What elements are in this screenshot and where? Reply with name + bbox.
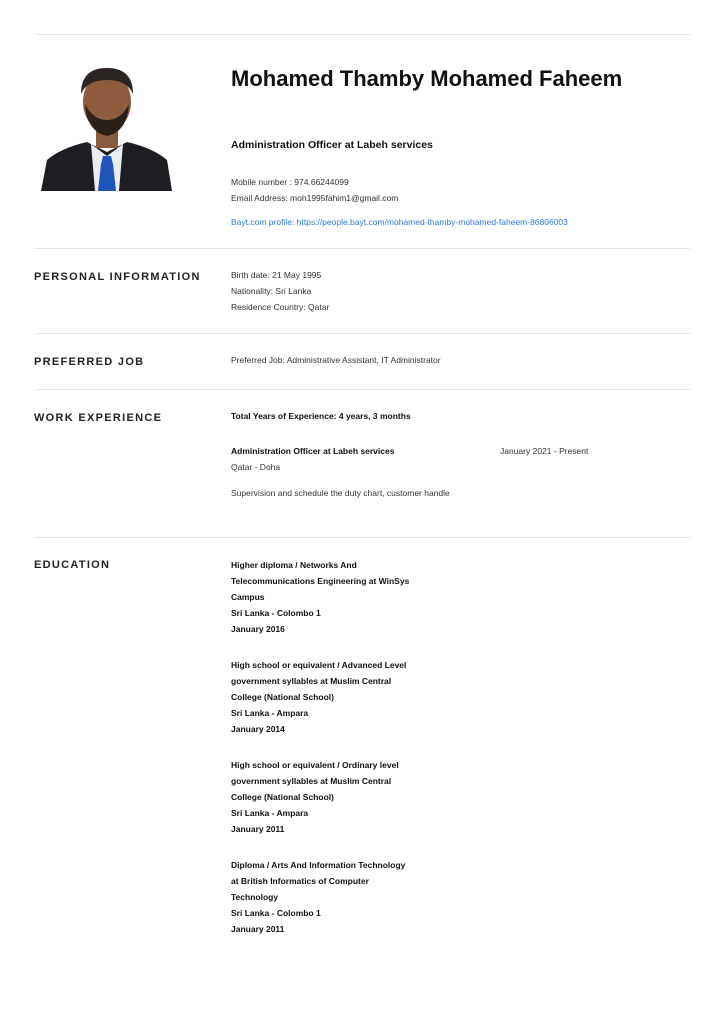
job-dates: January 2021 - Present <box>500 446 589 456</box>
divider <box>34 389 690 390</box>
birth-date: Birth date: 21 May 1995 <box>231 270 322 280</box>
job-description: Supervision and schedule the duty chart, customer handle <box>231 488 450 498</box>
preferred-job-text: Preferred Job: Administrative Assistant, IT Administrator <box>231 355 441 365</box>
divider <box>34 333 690 334</box>
education-date: January 2011 <box>231 824 285 834</box>
personal-information-list <box>231 267 329 315</box>
education-degree: High school or equivalent / Advanced Level government syllables at Muslim Central College (National School) <box>231 660 407 702</box>
total-experience: Total Years of Experience: 4 years, 3 months <box>231 411 411 421</box>
residence-country: Residence Country: Qatar <box>231 302 330 312</box>
education-entry <box>231 757 411 837</box>
profile-photo <box>41 64 172 191</box>
education-location: Sri Lanka - Ampara <box>231 708 309 718</box>
education-location: Sri Lanka - Ampara <box>231 808 309 818</box>
education-date: January 2014 <box>231 724 285 734</box>
candidate-headline: Administration Officer at Labeh services <box>231 139 433 151</box>
education-degree: High school or equivalent / Ordinary level government syllables at Muslim Central College (National School) <box>231 760 399 802</box>
divider <box>34 537 690 538</box>
education-list <box>231 557 411 957</box>
education-date: January 2016 <box>231 624 285 634</box>
top-divider <box>34 34 690 35</box>
mobile-number: Mobile number : 974.66244099 <box>231 177 349 187</box>
candidate-name: Mohamed Thamby Mohamed Faheem <box>231 66 623 91</box>
education-entry <box>231 857 411 937</box>
education-location: Sri Lanka - Colombo 1 <box>231 908 321 918</box>
email-address: Email Address: moh1995fahim1@gmail.com <box>231 193 399 203</box>
bayt-profile-link[interactable]: Bayt.com profile: https://people.bayt.com/mohamed-thamby-mohamed-faheem-86806003 <box>231 217 568 227</box>
job-role: Administration Officer at Labeh services <box>231 446 395 456</box>
preferred-job-heading: PREFERRED JOB <box>34 356 145 368</box>
education-entry <box>231 657 411 737</box>
education-degree: Diploma / Arts And Information Technology at British Informatics of Computer Technology <box>231 860 406 902</box>
personal-information-heading: PERSONAL INFORMATION <box>34 271 201 283</box>
divider <box>34 248 690 249</box>
education-degree: Higher diploma / Networks And Telecommunications Engineering at WinSys Campus <box>231 560 410 602</box>
education-heading: EDUCATION <box>34 559 111 571</box>
job-location: Qatar - Doha <box>231 462 281 472</box>
contact-block <box>231 174 568 230</box>
work-experience-heading: WORK EXPERIENCE <box>34 412 163 424</box>
education-location: Sri Lanka - Colombo 1 <box>231 608 321 618</box>
nationality: Nationality: Sri Lanka <box>231 286 312 296</box>
education-date: January 2011 <box>231 924 285 934</box>
education-entry <box>231 557 411 637</box>
